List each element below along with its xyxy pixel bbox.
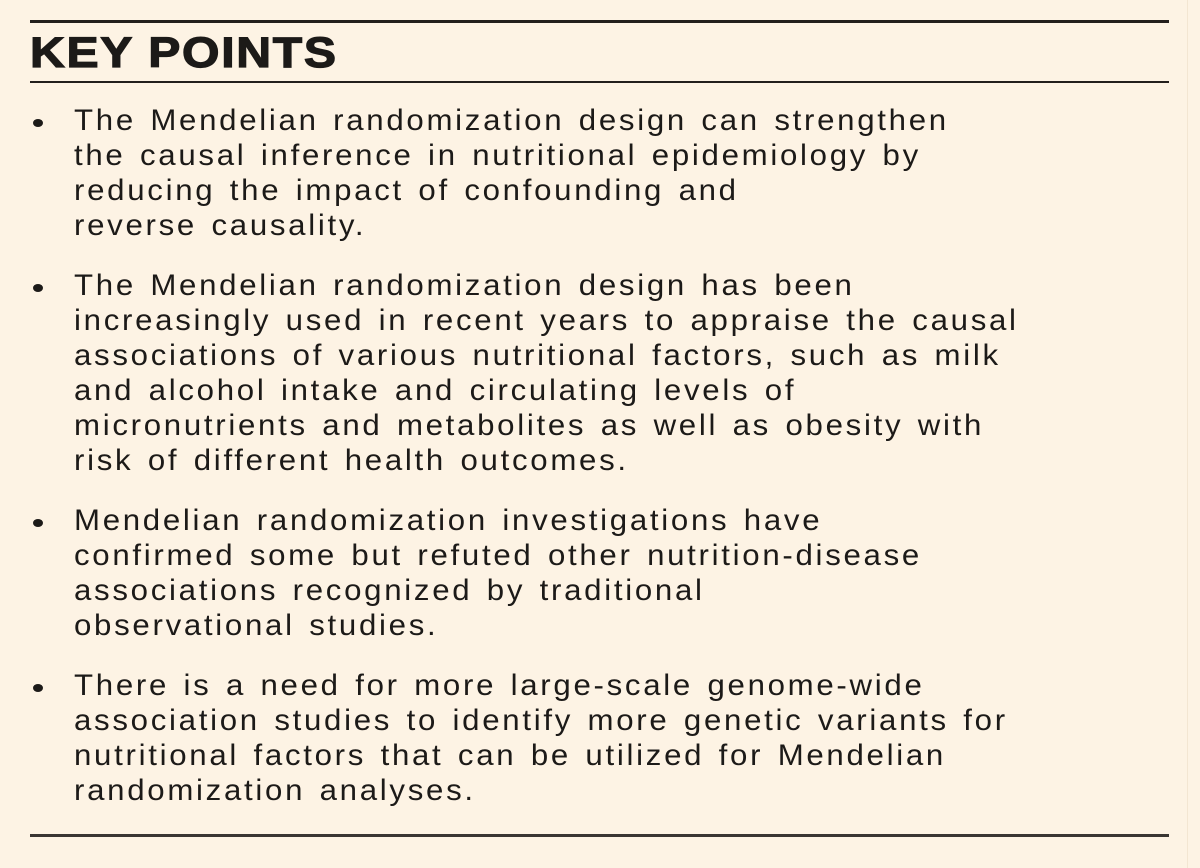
key-point-line: The Mendelian randomization design can strengthen — [74, 104, 949, 137]
bullet-icon — [33, 519, 43, 527]
key-point-line: association studies to identify more genetic variants for — [74, 704, 1008, 737]
key-point-line: micronutrients and metabolites as well as obesity with — [74, 409, 985, 442]
key-point-item — [0, 103, 1200, 243]
heading-rule — [30, 81, 1169, 83]
key-point-line: associations of various nutritional factors, such as milk — [74, 339, 1001, 372]
key-point-line: risk of different health outcomes. — [74, 444, 629, 477]
key-points-heading: KEY POINTS — [30, 29, 338, 77]
key-point-item — [0, 668, 1200, 808]
bullet-icon — [33, 284, 43, 292]
top-rule — [30, 20, 1169, 23]
key-point-line: randomization analyses. — [74, 774, 476, 807]
key-point-line: and alcohol intake and circulating levels of — [74, 374, 797, 407]
bullet-icon — [33, 119, 43, 127]
key-point-line: associations recognized by traditional — [74, 574, 705, 607]
bullet-icon — [33, 684, 43, 692]
key-point-line: The Mendelian randomization design has been — [74, 269, 855, 302]
key-point-line: Mendelian randomization investigations have — [74, 504, 823, 537]
key-point-line: reducing the impact of confounding and — [74, 174, 739, 207]
key-points-list — [0, 103, 1200, 833]
key-point-line: There is a need for more large-scale genome-wide — [74, 669, 925, 702]
key-point-line: the causal inference in nutritional epidemiology by — [74, 139, 921, 172]
key-point-line: confirmed some but refuted other nutrition-disease — [74, 539, 922, 572]
key-point-line: observational studies. — [74, 609, 439, 642]
key-point-item — [0, 268, 1200, 478]
key-point-item — [0, 503, 1200, 643]
bottom-rule — [30, 834, 1169, 837]
key-point-line: nutritional factors that can be utilized for Mendelian — [74, 739, 946, 772]
key-point-line: reverse causality. — [74, 209, 367, 242]
key-point-line: increasingly used in recent years to appraise the causal — [74, 304, 1019, 337]
